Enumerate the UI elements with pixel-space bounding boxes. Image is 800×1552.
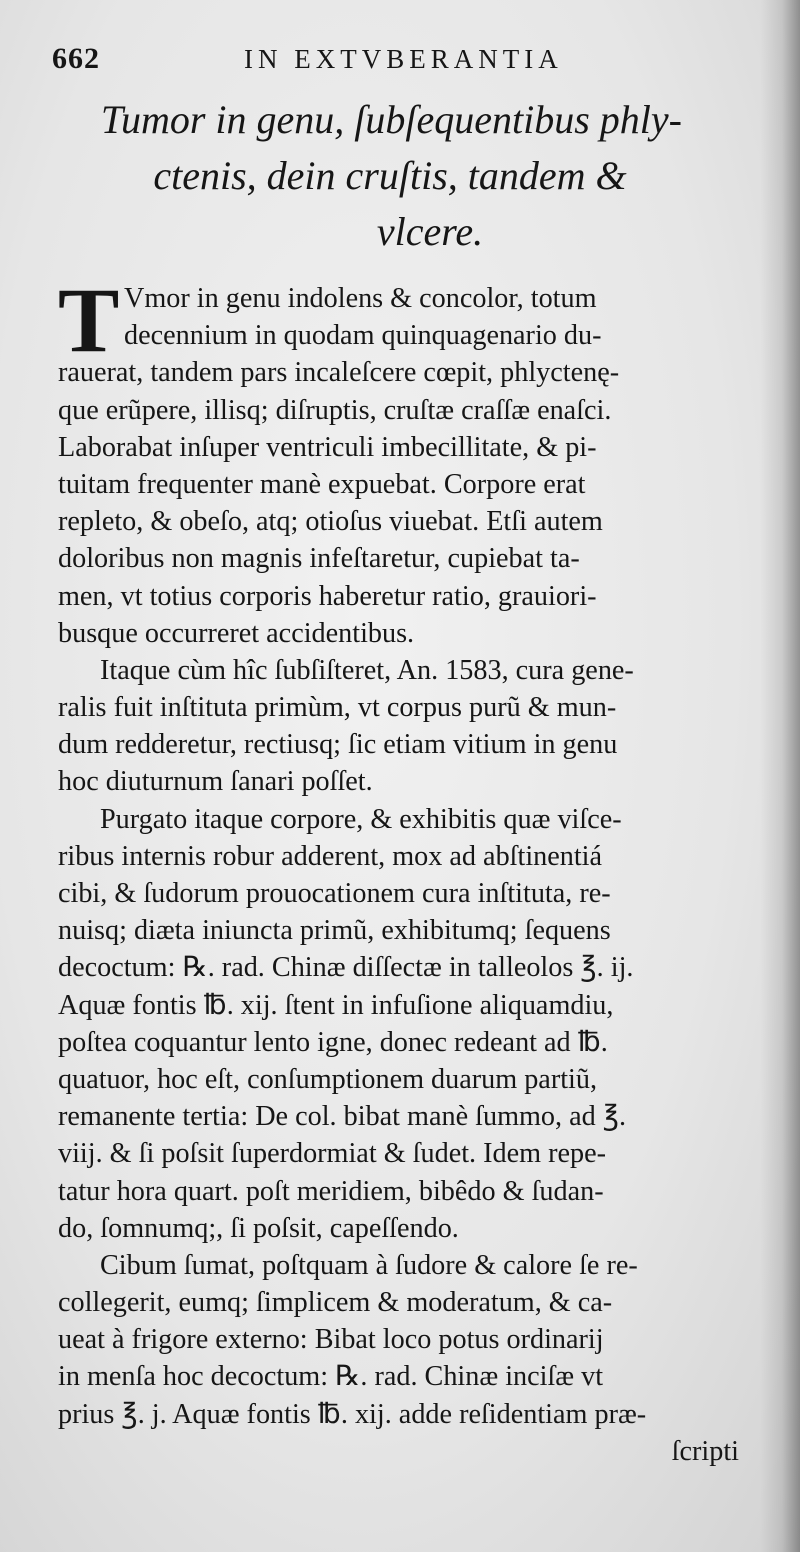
text-line: dum redderetur, rectiusq; ſic etiam vitium in genu xyxy=(58,729,618,761)
text-line: Cibum ſumat, poſtquam à ſudore & calore ſe re- xyxy=(100,1249,638,1281)
text-line: poſtea coquantur lento igne, donec redeant ad ℔. xyxy=(58,1026,608,1058)
page-gutter-shadow xyxy=(760,0,800,1552)
text-line: hoc diuturnum ſanari poſſet. xyxy=(58,766,373,798)
text-line: remanente tertia: De col. bibat manè ſummo, ad ℥. xyxy=(58,1101,627,1133)
text-line: Vmor in genu indolens & concolor, totum xyxy=(124,283,597,314)
text-line: tuitam frequenter manè expuebat. Corpore erat xyxy=(58,468,586,500)
page-number: 662 xyxy=(52,42,100,75)
text-line: prius ℥. j. Aquæ fontis ℔. xij. adde reſidentiam præ- xyxy=(58,1398,647,1430)
running-head: IN EXTVBERANTIA xyxy=(244,44,563,74)
paragraph xyxy=(58,269,763,652)
text-line: do, ſomnumq;, ſi poſsit, capeſſendo. xyxy=(58,1212,459,1244)
catchword: ſcripti xyxy=(671,1435,739,1467)
text-line: ribus internis robur adderent, mox ad abſtinentiá xyxy=(58,840,603,872)
text-line: nuisq; diæta iniuncta primũ, exhibitumq; ſequens xyxy=(58,915,611,947)
text-line: Laborabat inſuper ventriculi imbecillitate, & pi- xyxy=(58,431,597,463)
text-line: Itaque cùm hîc ſubſiſteret, An. 1583, cura gene- xyxy=(100,654,634,686)
text-line: decoctum: ℞. rad. Chinæ diſſectæ in talleolos ℥. ij. xyxy=(58,952,634,984)
text-line: in menſa hoc decoctum: ℞. rad. Chinæ inciſæ vt xyxy=(58,1361,604,1393)
page-header xyxy=(52,42,730,78)
text-line: quatuor, hoc eſt, conſumptionem duarum partiũ, xyxy=(58,1063,598,1095)
text-line: cibi, & ſudorum prouocationem cura inſtituta, re- xyxy=(58,878,611,909)
text-line: doloribus non magnis infeſtaretur, cupiebat ta- xyxy=(58,543,580,575)
title-line: vlcere. xyxy=(376,209,484,254)
text-line: Purgato itaque corpore, & exhibitis quæ viſce- xyxy=(100,803,622,835)
text-line: decennium in quodam quinquagenario du- xyxy=(124,320,602,352)
text-line: repleto, & obeſo, atq; otioſus viuebat. Etſi autem xyxy=(58,506,603,538)
paragraph xyxy=(58,1247,763,1433)
text-line: collegerit, eumq; ſimplicem & moderatum, & ca- xyxy=(58,1287,613,1319)
text-line: ralis fuit inſtituta primùm, vt corpus purũ & mun- xyxy=(58,692,617,724)
title-line: ctenis, dein cruſtis, tandem & xyxy=(153,153,627,198)
drop-cap: T xyxy=(58,269,120,371)
text-line: busque occurreret accidentibus. xyxy=(58,617,415,649)
text-line: rauerat, tandem pars incaleſcere cœpit, phlyctenę- xyxy=(58,357,620,389)
text-line: viij. & ſi poſsit ſuperdormiat & ſudet. Idem repe- xyxy=(58,1138,606,1170)
section-title xyxy=(90,92,690,260)
body-text xyxy=(58,269,763,1470)
paragraph xyxy=(58,801,763,1247)
text-line: que erũpere, illisq; diſruptis, cruſtæ craſſæ enaſci. xyxy=(58,394,612,426)
text-line: tatur hora quart. poſt meridiem, bibêdo & ſudan- xyxy=(58,1175,604,1207)
paragraph xyxy=(58,652,763,801)
text-line: men, vt totius corporis haberetur ratio, grauiori- xyxy=(58,580,597,612)
text-line: ueat à frigore externo: Bibat loco potus ordinarij xyxy=(58,1324,604,1356)
title-line: Tumor in genu, ſubſequentibus phly- xyxy=(100,97,682,142)
text-line: Aquæ fontis ℔. xij. ſtent in infuſione aliquamdiu, xyxy=(58,989,614,1021)
